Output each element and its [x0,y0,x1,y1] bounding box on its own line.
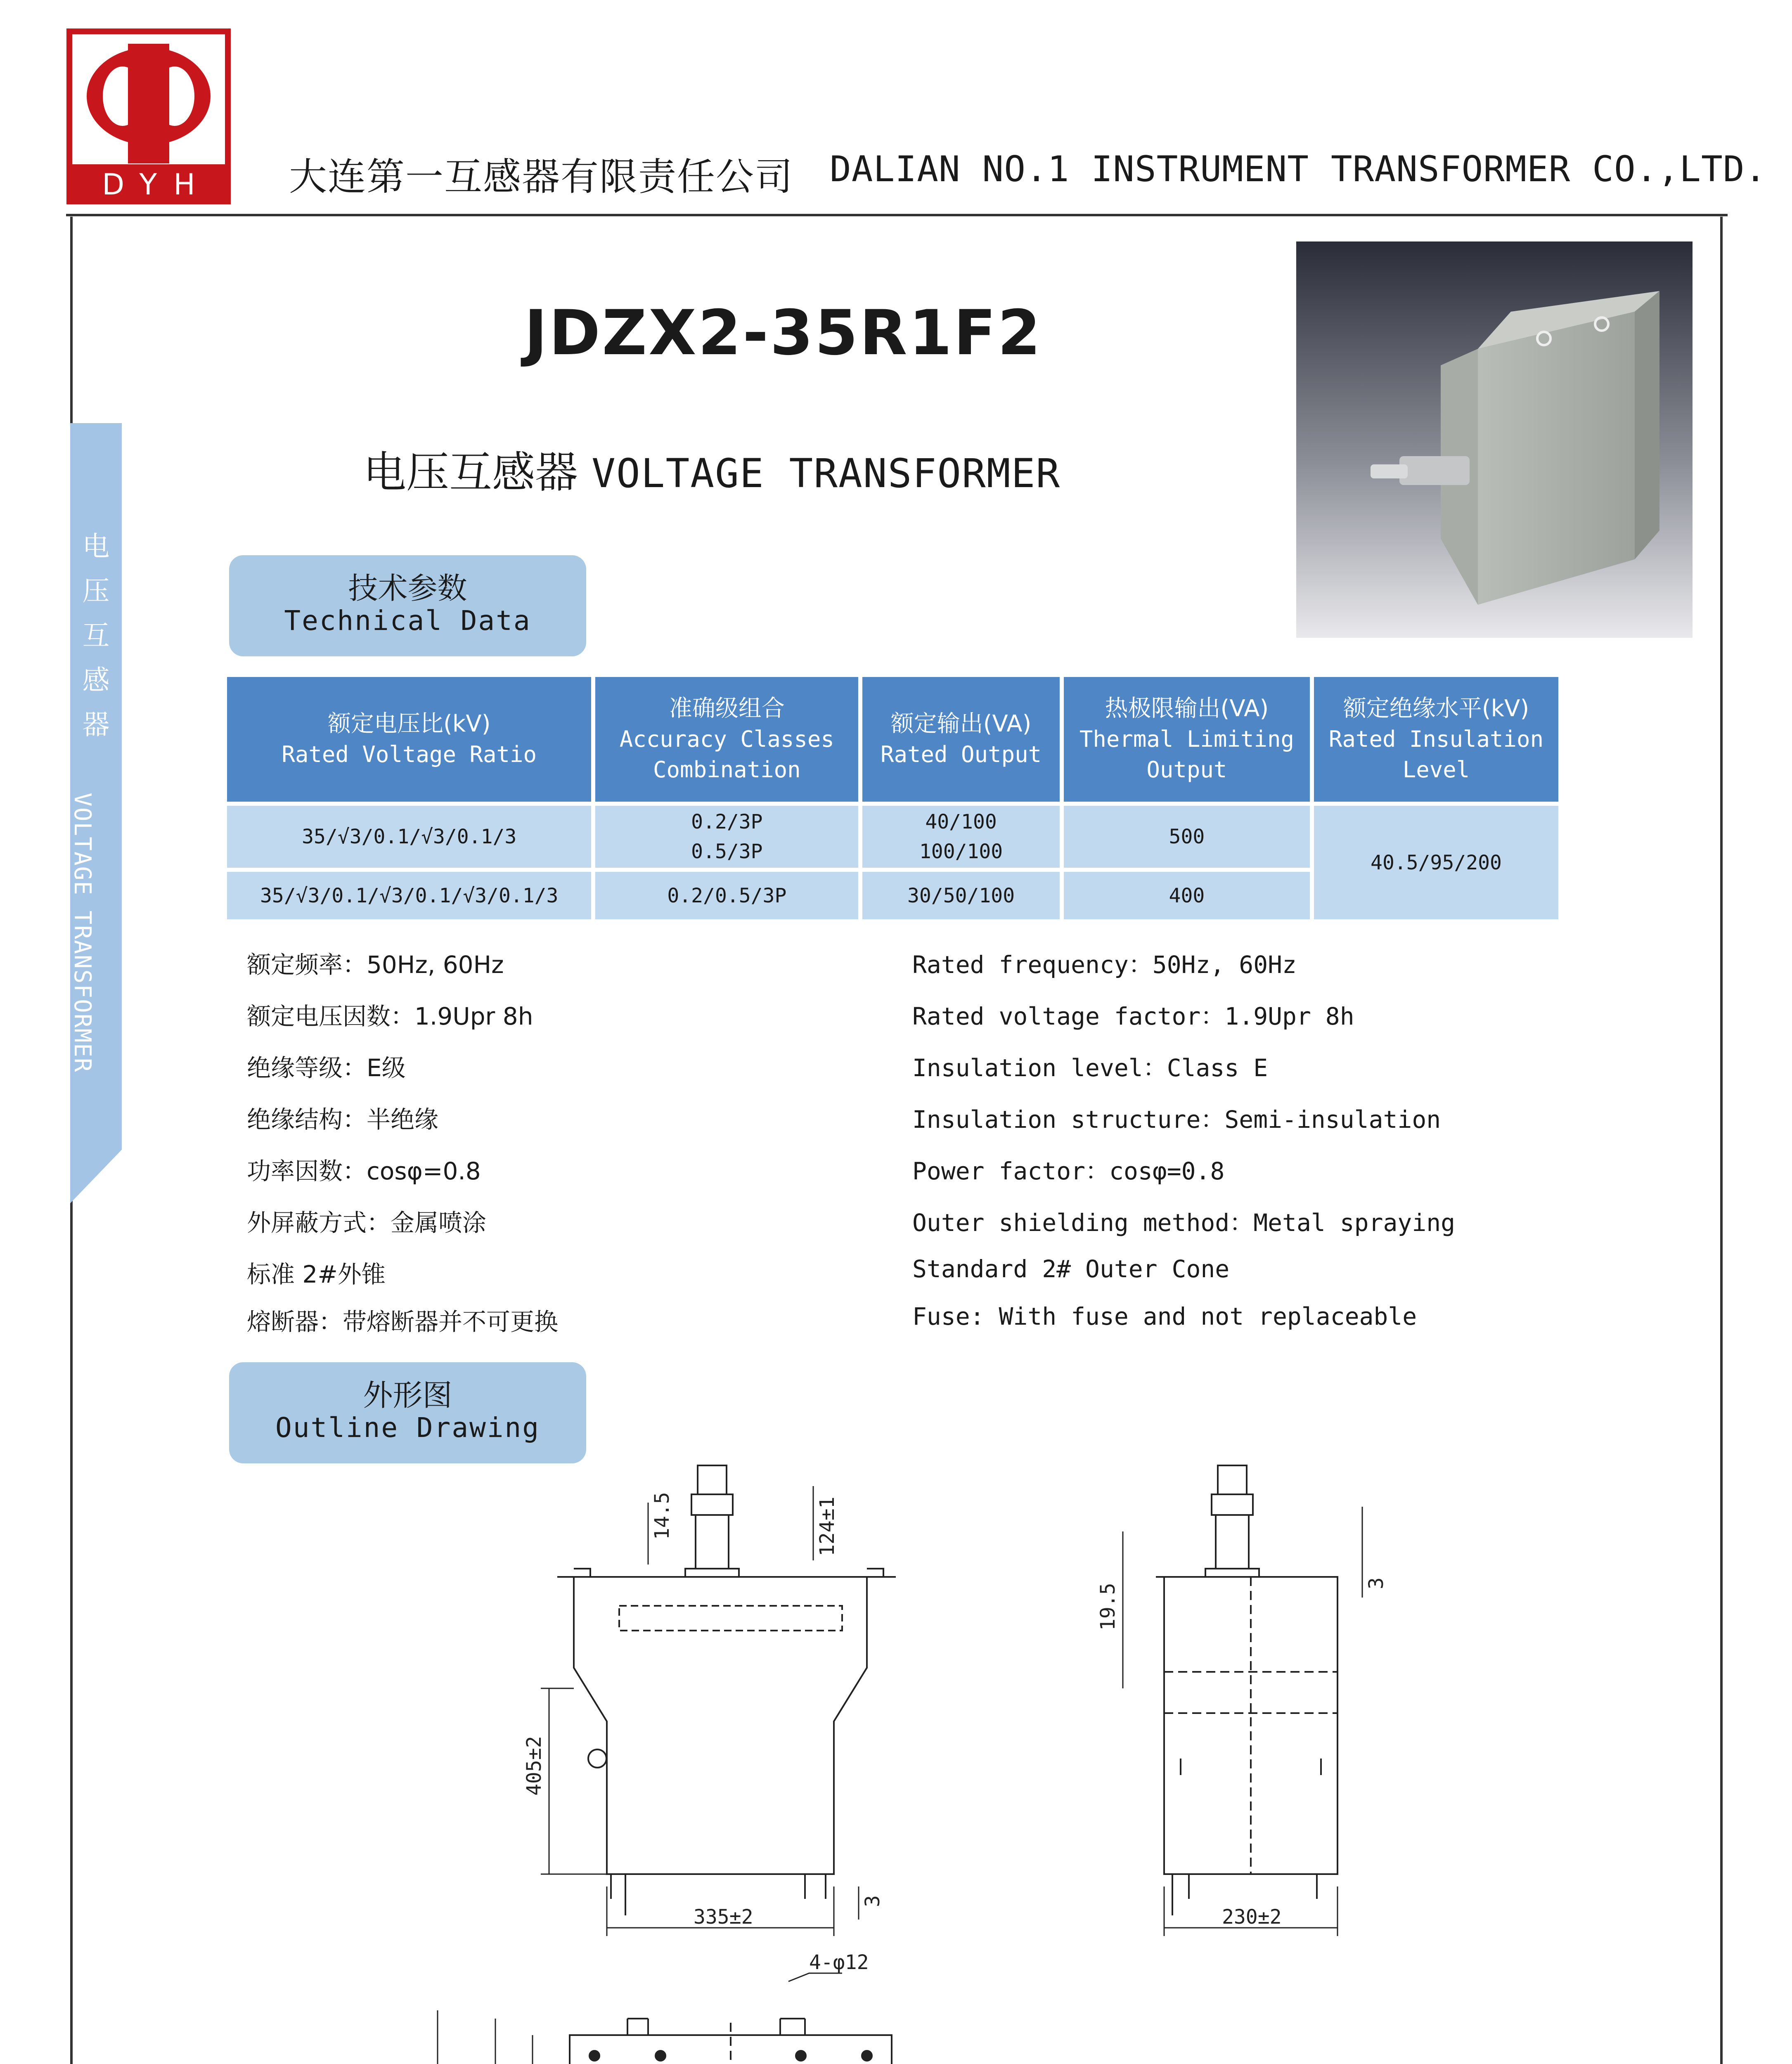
param-en: Insulation level：Class E [912,1054,1268,1082]
front-view [523,1465,896,1936]
param-en: Outer shielding method：Metal spraying [912,1209,1456,1237]
param-cn: 额定电压因数：1.9Upr 8h [247,1002,533,1030]
param-en: Rated voltage factor：1.9Upr 8h [912,1002,1354,1030]
cell-line: 0.5/3P [691,840,763,863]
param-cn: 绝缘结构：半绝缘 [247,1105,439,1134]
subtitle-en: VOLTAGE TRANSFORMER [592,450,1061,497]
param-cn: 额定频率：50Hz, 60Hz [247,951,504,979]
side-view [1096,1465,1388,1936]
product-photo [1296,241,1693,638]
product-subtitle [363,438,1061,499]
dim-124: 124±1 [816,1496,839,1556]
side-tab-label-cn [70,524,122,747]
dim-3a: 3 [861,1895,884,1907]
logo-text: DYH [102,168,212,201]
cell-insulation: 40.5/95/200 [1314,806,1558,919]
outline-drawing-label-cn: 外形图 [363,1378,452,1413]
dim-3b: 3 [1365,1577,1388,1589]
technical-data-table [223,673,1562,923]
dim-230w: 230±2 [1222,1905,1282,1929]
cell-ratio: 35/√3/0.1/√3/0.1/3 [227,806,591,868]
cell-output: 30/50/100 [862,872,1060,919]
header-en: Thermal Limiting Output [1079,726,1294,783]
header-cn: 额定输出(VA) [890,710,1032,737]
header-cn: 额定电压比(kV) [328,710,491,737]
header-thermal-limiting-output [1064,677,1310,802]
company-name-cn: 大连第一互感器有限责任公司 [289,155,794,199]
header-en: Rated Voltage Ratio [282,741,537,767]
side-tab-label-en: VOLTAGE TRANSFORMER [69,793,96,1073]
param-cn: 功率因数：cosφ=0.8 [247,1157,481,1185]
header-en: Accuracy Classes Combination [619,726,834,783]
header-divider [66,214,1728,216]
header-rated-voltage-ratio [227,677,591,802]
param-cn: 外屏蔽方式：金属喷涂 [247,1209,487,1237]
cell-accuracy [595,806,858,868]
header-accuracy-classes [595,677,858,802]
header-en: Rated Insulation Level [1328,726,1544,783]
table-row [227,806,1558,868]
param-cn: 绝缘等级：E级 [247,1054,406,1082]
outline-drawing-label-en: Outline Drawing [275,1412,540,1444]
header-rated-insulation-level [1314,677,1558,802]
dim-335: 335±2 [694,1905,753,1929]
outline-drawing-label [229,1362,586,1463]
cell-accuracy: 0.2/0.5/3P [595,872,858,919]
cell-output [862,806,1060,868]
model-number: JDZX2-35R1F2 [524,297,1042,369]
param-cn: 标准 2#外锥 [247,1260,386,1288]
param-en: Rated frequency：50Hz, 60Hz [912,951,1297,979]
cell-thermal: 400 [1064,872,1310,919]
top-view [411,1951,912,2064]
dim-4phi12: 4-φ12 [809,1951,869,1974]
param-en: Standard 2# Outer Cone [912,1255,1230,1283]
header-cn: 准确级组合 [669,695,785,722]
header-rated-output [862,677,1060,802]
cell-ratio: 35/√3/0.1/√3/0.1/√3/0.1/3 [227,872,591,919]
cell-thermal: 500 [1064,806,1310,868]
header-en: Rated Output [880,741,1042,767]
side-tab-cn-text: 电压互感器 [82,530,110,741]
header-cn: 热极限输出(VA) [1105,695,1269,722]
company-name-en: DALIAN NO.1 INSTRUMENT TRANSFORMER CO.,LTD. [830,149,1767,190]
cell-line: 40/100 [925,810,997,833]
param-en: Insulation structure：Semi-insulation [912,1105,1441,1134]
subtitle-cn: 电压互感器 [363,447,578,497]
outline-drawing [396,1457,1428,2064]
company-logo [66,28,231,205]
dim-19-5: 19.5 [1096,1583,1120,1631]
technical-data-label-en: Technical Data [284,605,531,637]
dim-14-5: 14.5 [651,1492,674,1540]
param-en: Fuse: With fuse and not replaceable [912,1302,1417,1330]
header-cn: 额定绝缘水平(kV) [1343,695,1529,722]
table-header-row [227,677,1558,802]
param-cn: 熔断器：带熔断器并不可更换 [247,1308,559,1336]
technical-data-label [229,555,586,656]
cell-line: 100/100 [919,840,1003,863]
param-en: Power factor：cosφ=0.8 [912,1157,1225,1185]
dim-405: 405±2 [523,1736,546,1796]
technical-data-label-cn: 技术参数 [348,571,467,606]
cell-line: 0.2/3P [691,810,763,833]
